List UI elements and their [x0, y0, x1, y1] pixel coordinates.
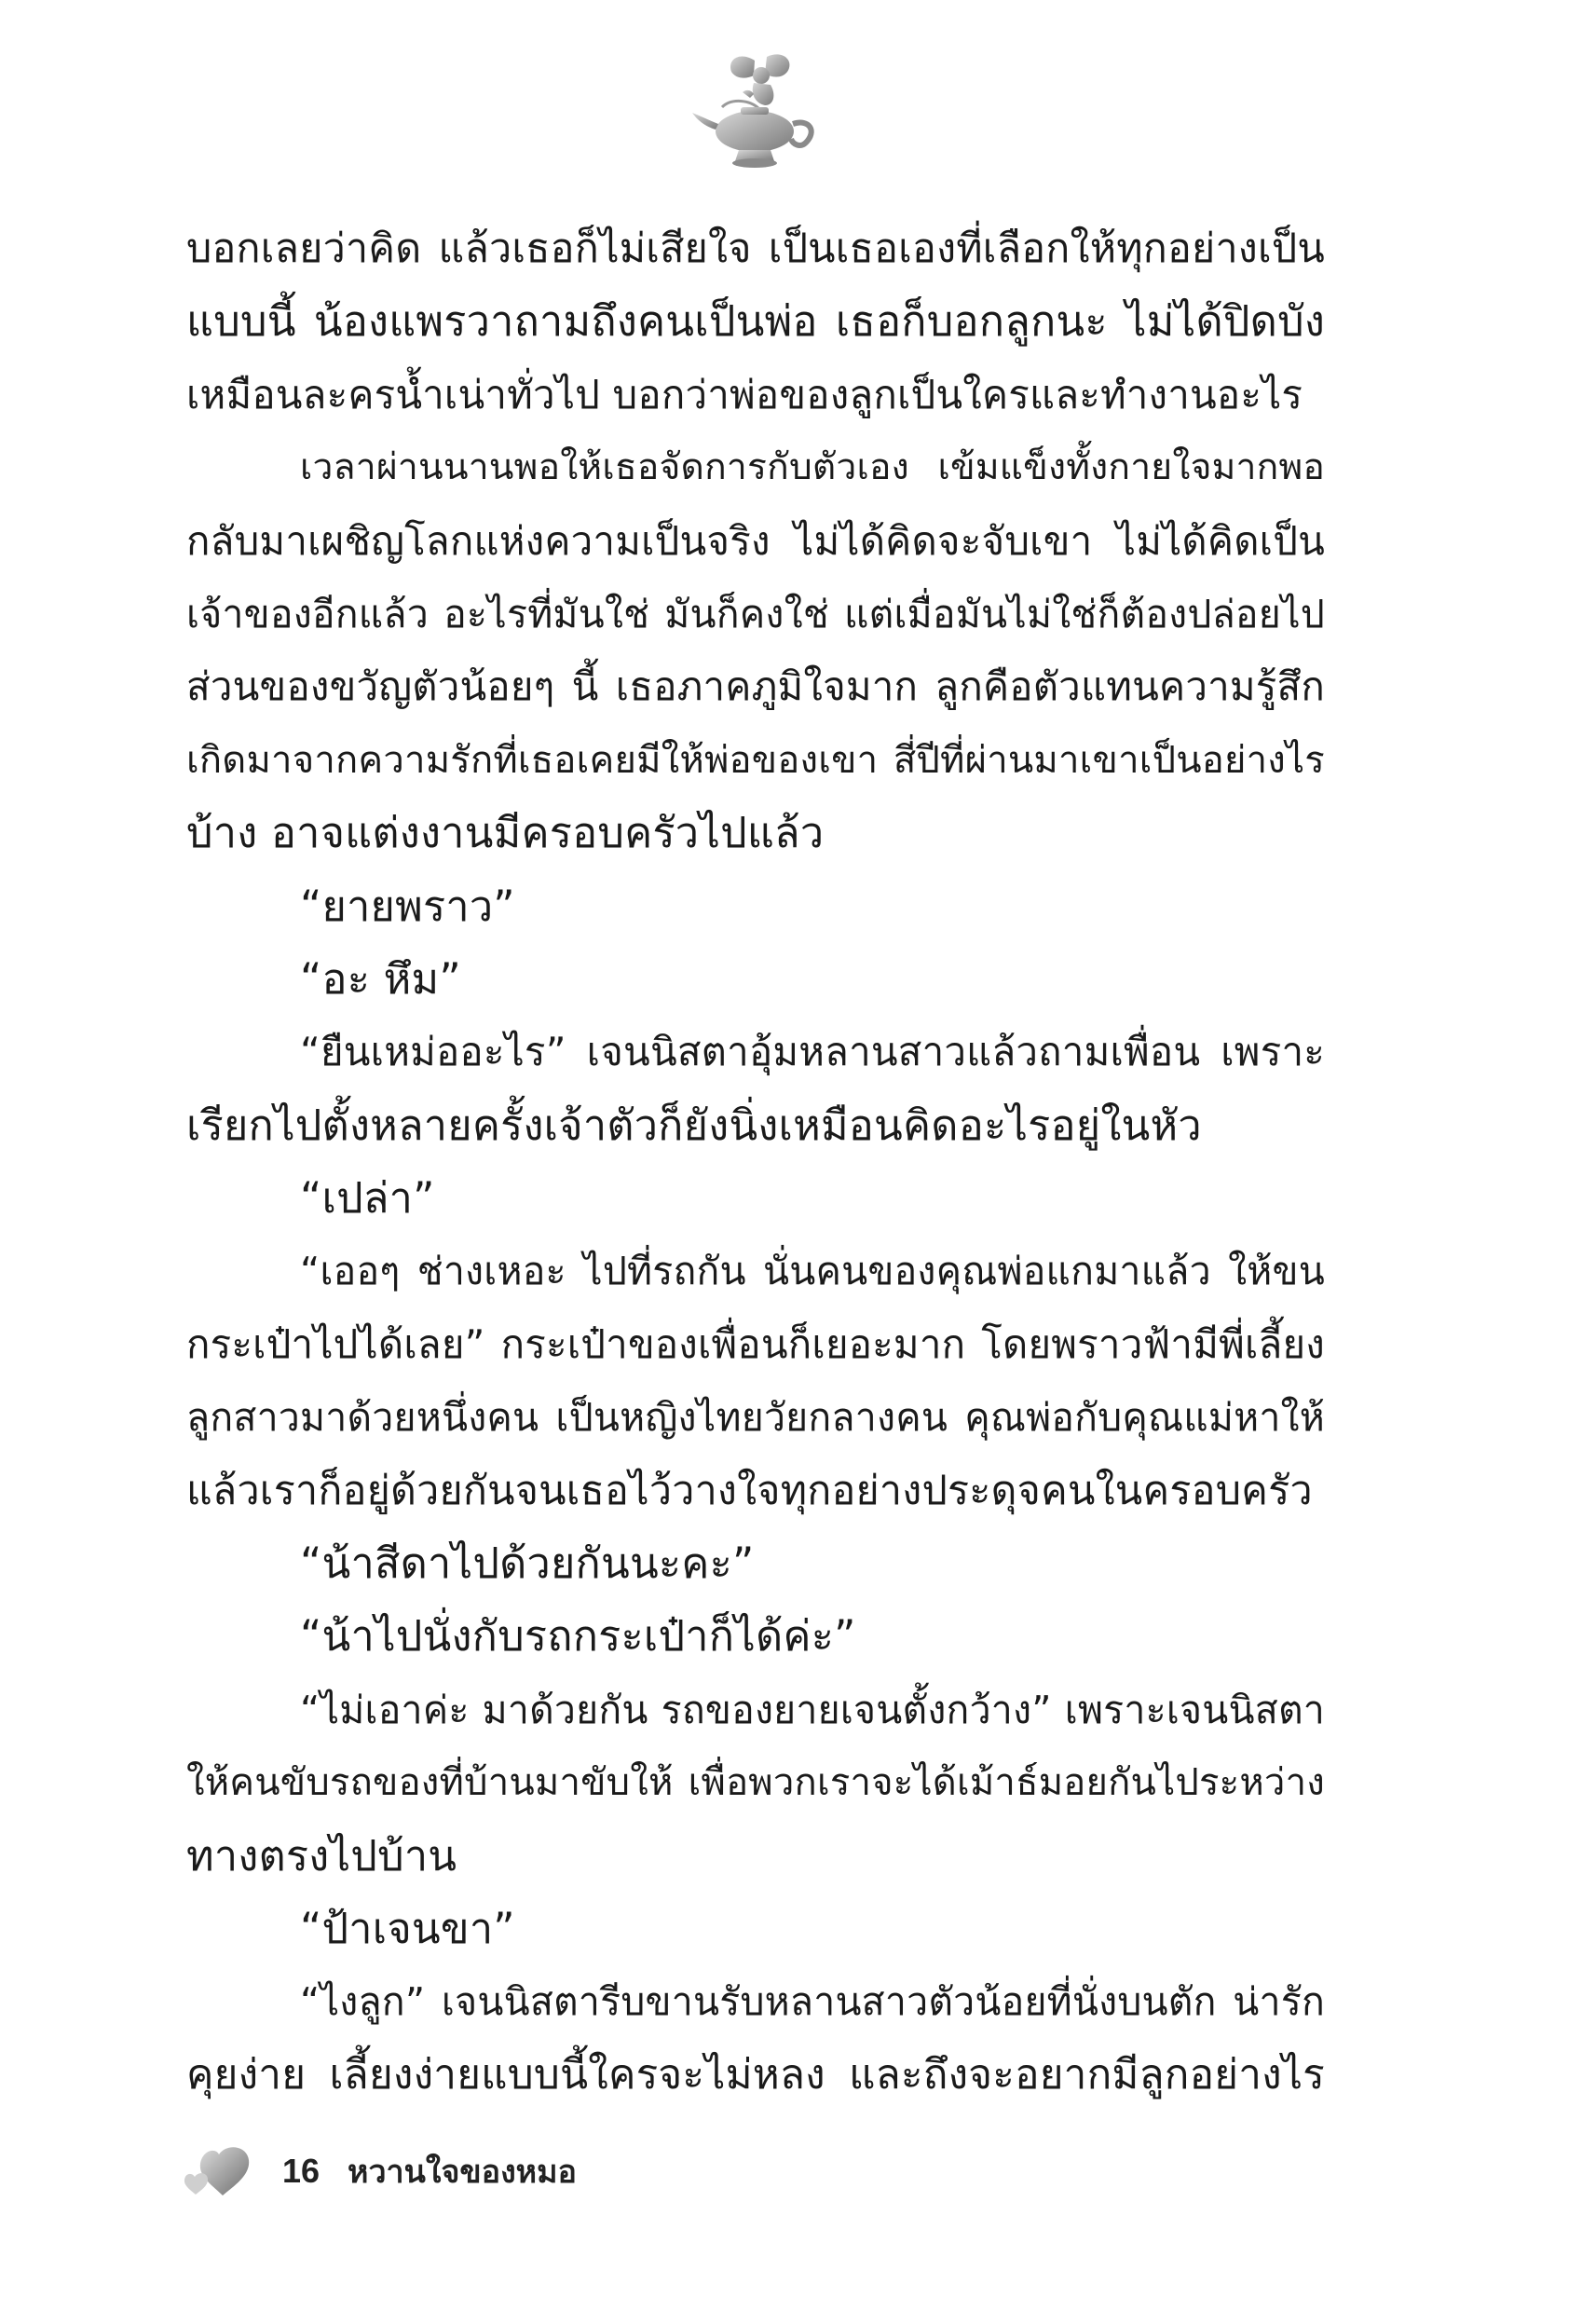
- text-line: แบบนี้ น้องแพรวาถามถึงคนเป็นพ่อ เธอก็บอกลูกนะ ไม่ได้ปิดบัง: [186, 296, 1325, 347]
- text-line: กลับมาเผชิญโลกแห่งความเป็นจริง ไม่ได้คิดจะจับเขา ไม่ได้คิดเป็น: [186, 517, 1325, 564]
- text-line: คุยง่าย เลี้ยงง่ายแบบนี้ใครจะไม่หลง และถึงจะอยากมีลูกอย่างไร: [186, 2050, 1325, 2099]
- text-line: เจ้าของอีกแล้ว อะไรที่มันใช่ มันก็คงใช่ แต่เมื่อมันไม่ใช่ก็ต้องปล่อยไป: [186, 591, 1325, 636]
- text-line: “ยายพราว”: [300, 881, 515, 931]
- text-line: “อะ หึม”: [300, 953, 461, 1004]
- text-line: “น้าไปนั่งกับรถกระเป๋าก็ได้ค่ะ”: [300, 1611, 856, 1661]
- cupid-teapot-icon: [685, 51, 825, 177]
- page-footer: [182, 2143, 577, 2199]
- text-line: “เปล่า”: [300, 1173, 435, 1224]
- text-line: แล้วเราก็อยู่ด้วยกันจนเธอไว้วางใจทุกอย่างประดุจคนในครอบครัว: [186, 1467, 1313, 1514]
- text-line: บ้าง อาจแต่งงานมีครอบครัวไปแล้ว: [186, 808, 825, 858]
- text-line: “ไงลูก” เจนนิสตารีบขานรับหลานสาวตัวน้อยที่นั่งบนตัก น่ารัก: [300, 1979, 1325, 2025]
- text-line: ส่วนของขวัญตัวน้อยๆ นี้ เธอภาคภูมิใจมาก ลูกคือตัวแทนความรู้สึก: [186, 663, 1325, 710]
- text-line: ทางตรงไปบ้าน: [186, 1830, 457, 1880]
- text-line: “เออๆ ช่างเหอะ ไปที่รถกัน นั่นคนของคุณพ่อแกมาแล้ว ให้ขน: [300, 1249, 1325, 1294]
- text-line: เหมือนละครน้ำเน่าทั่วไป บอกว่าพ่อของลูกเป็นใครและทำงานอะไร: [186, 371, 1303, 417]
- text-line: เรียกไปตั้งหลายครั้งเจ้าตัวก็ยังนิ่งเหมือนคิดอะไรอยู่ในหัว: [186, 1100, 1202, 1150]
- text-line: ให้คนขับรถของที่บ้านมาขับให้ เพื่อพวกเราจะได้เม้าธ์มอยกันไประหว่าง: [186, 1761, 1325, 1805]
- text-line: “ไม่เอาค่ะ มาด้วยกัน รถของยายเจนตั้งกว้าง” เพราะเจนนิสตา: [300, 1687, 1325, 1732]
- text-line: ลูกสาวมาด้วยหนึ่งคน เป็นหญิงไทยวัยกลางคน คุณพ่อกับคุณแม่หาให้: [186, 1395, 1325, 1441]
- hearts-icon: [182, 2143, 266, 2199]
- book-title: หวานใจของหมอ: [348, 2154, 577, 2191]
- text-line: เวลาผ่านนานพอให้เธอจัดการกับตัวเอง เข้มแข็งทั้งกายใจมากพอ: [300, 446, 1325, 489]
- text-line: เกิดมาจากความรักที่เธอเคยมีให้พ่อของเขา สี่ปีที่ผ่านมาเขาเป็นอย่างไร: [186, 738, 1325, 782]
- text-line: “น้าสีดาไปด้วยกันนะคะ”: [300, 1538, 755, 1589]
- body-text: [186, 212, 1325, 2112]
- text-line: “ป้าเจนขา”: [300, 1903, 515, 1953]
- text-line: บอกเลยว่าคิด แล้วเธอก็ไม่เสียใจ เป็นเธอเองที่เลือกให้ทุกอย่างเป็น: [186, 226, 1325, 272]
- text-line: “ยืนเหม่ออะไร” เจนนิสตาอุ้มหลานสาวแล้วถามเพื่อน เพราะ: [300, 1029, 1325, 1075]
- text-line: กระเป๋าไปได้เลย” กระเป๋าของเพื่อนก็เยอะมาก โดยพราวฟ้ามีพี่เลี้ยง: [186, 1320, 1325, 1367]
- page-number: 16: [282, 2152, 321, 2190]
